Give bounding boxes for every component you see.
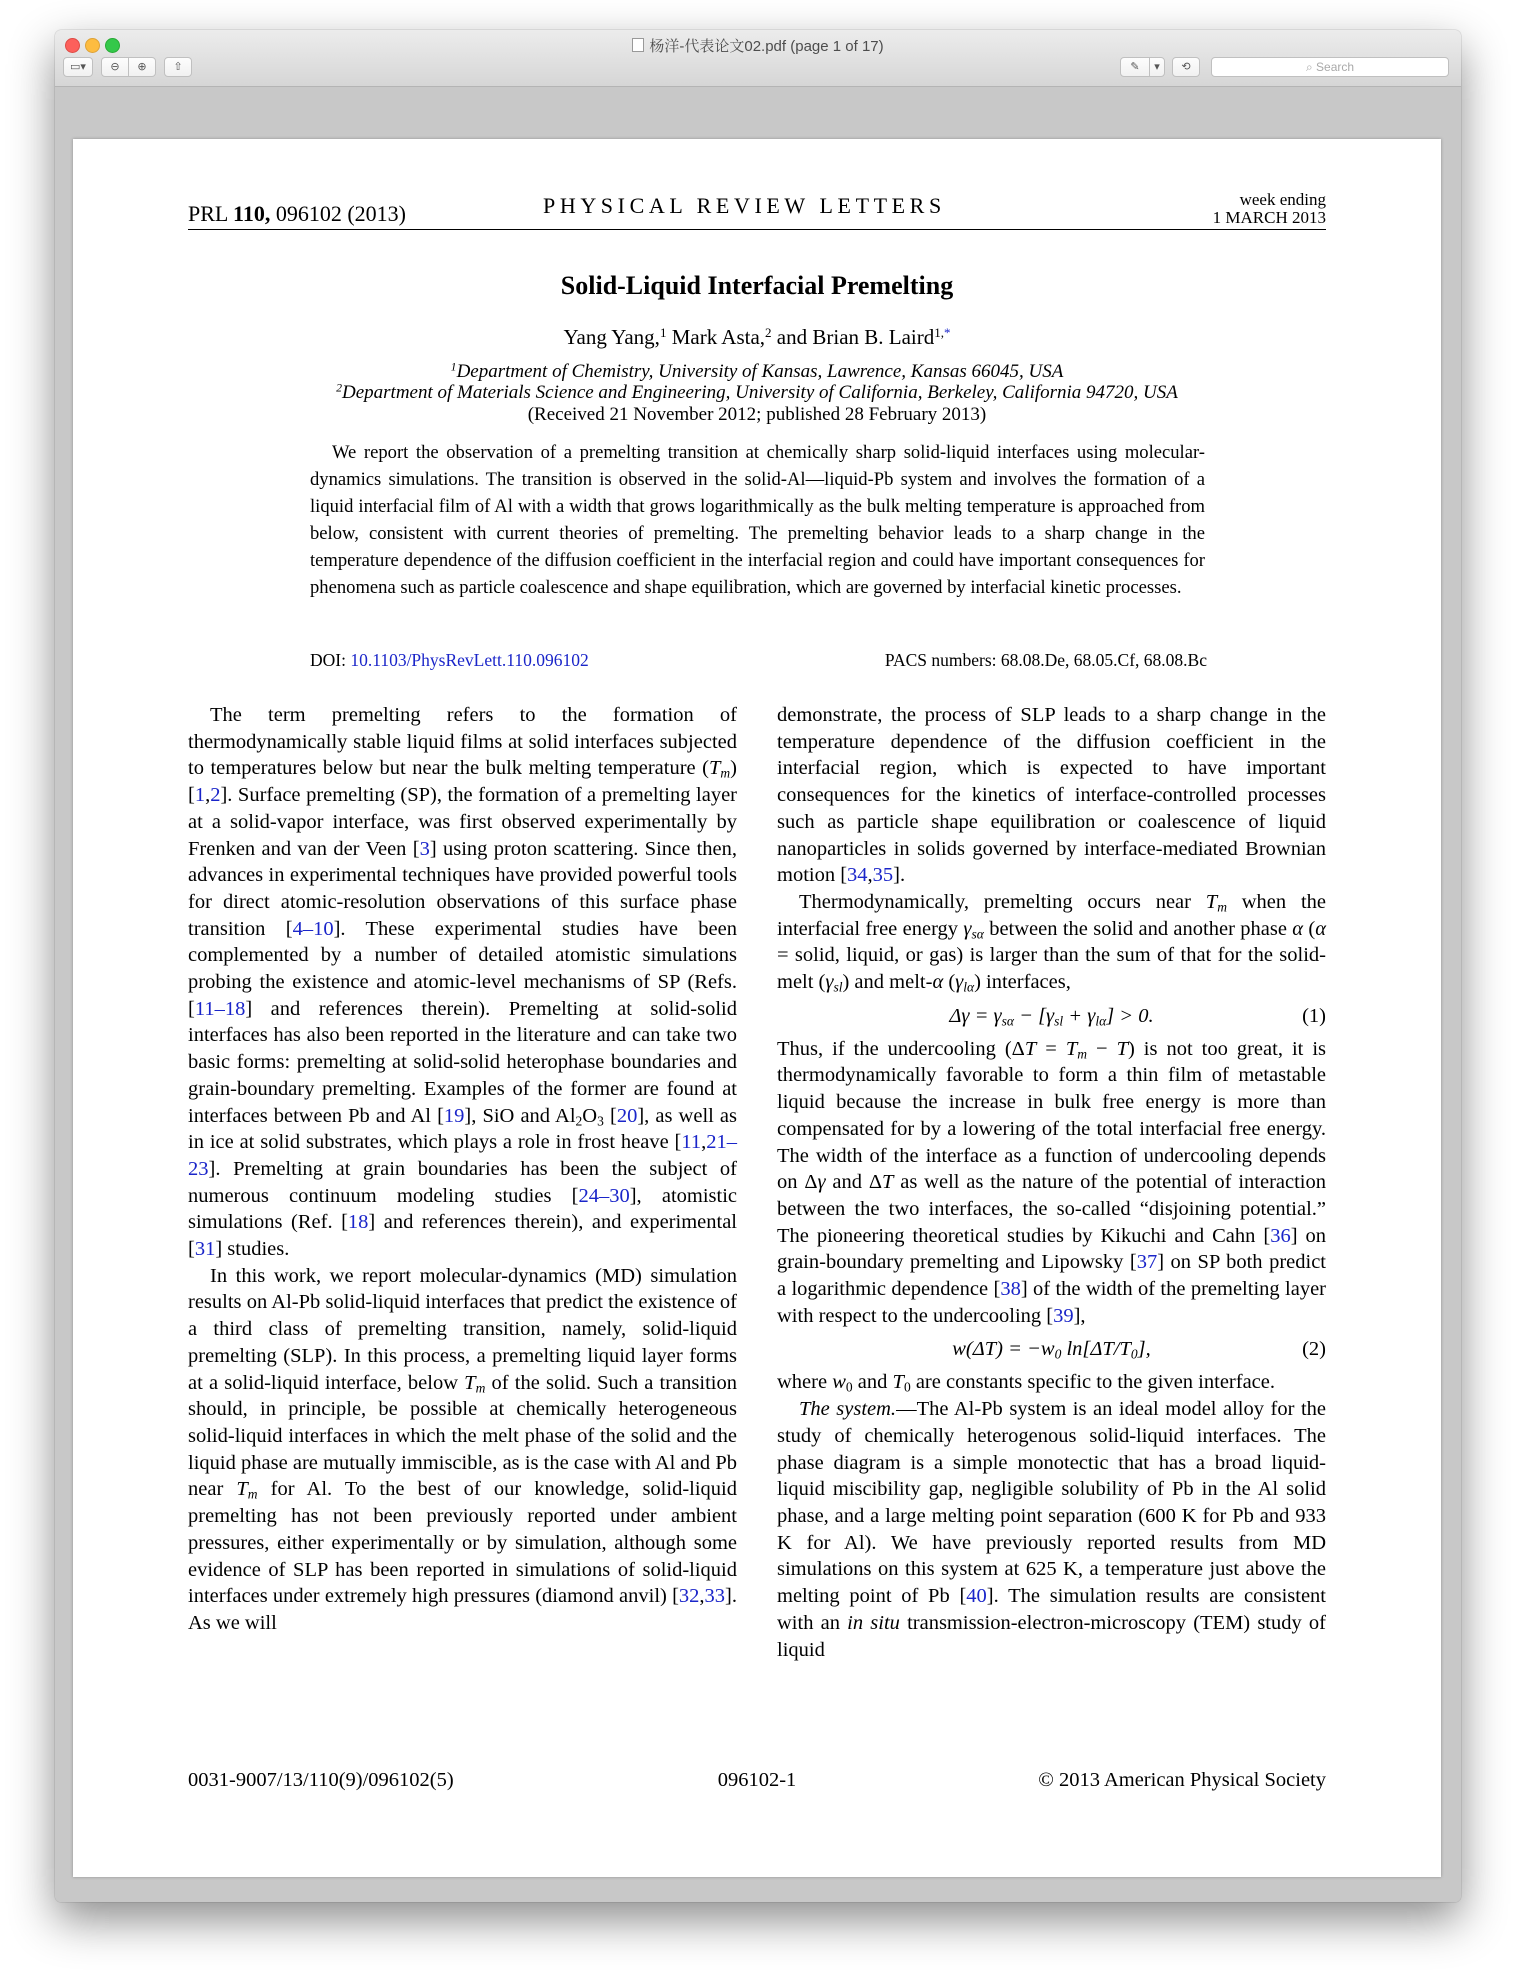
- author-list: Yang Yang,$^1$ Mark Asta,$^2$ and Brian B. Laird$^{1,*}$: [563, 324, 951, 349]
- zoom-out-button[interactable]: [101, 57, 129, 77]
- markup-button[interactable]: [1120, 57, 1150, 77]
- rotate-icon: ⟲: [1181, 60, 1191, 73]
- zoom-in-button[interactable]: [128, 57, 156, 77]
- affiliation-1: $^1$Department of Chemistry, University of Kansas, Lawrence, Kansas 66045, USA: [450, 360, 1064, 382]
- rotate-button[interactable]: [1172, 57, 1200, 77]
- pen-icon: ✎: [1130, 60, 1140, 73]
- column-right: demonstrate, the process of SLP leads to a sharp change in the temperature dependence of the diffusion coefficient in the interfacial region, which is expected to have important consequences for the kinetics of interface-controlled processes such as particle shape equilibration or coalescence of liquid nanoparticles in solids governed by interface-mediated Brownian motion [34,35]. Thermodynamically, premelting occurs near $T_m$ when the interfacial free energy $\gamma_{s\alpha}$ between the solid and another phase α (α = solid, liquid, or gas) is larger than the sum of that for the solid-melt $(\gamma_{sl})$ and melt-α $(\gamma_{l\alpha})$ interfaces, $\Delta\gamma = \gamma_{s\alpha} - [\gamma_{sl} + \gamma_{l\alpha}] > 0$. (1) Thus, if the undercooling $(\Delta T = T_m - T)$ is not too great, it is thermodynamically favorable to form a thin film of metastable liquid because the increase in bulk free energy is more than compensated for by a lowering of the total interfacial free energy. The width of the interface as a function of undercooling depends on Δγ and ΔT as well as the nature of the potential of interaction between the two interfaces, the so-called “disjoining potential.” The pioneering theoretical studies by Kikuchi and Cahn [36] on grain-boundary premelting and Lipowsky [37] on SP both predict a logarithmic dependence [38] of the width of the premelting layer with respect to the undercooling [39], $w(\Delta T) = -w_0$ $\ln[\Delta T/T_0]$, (2) where $w_0$ and $T_0$ are constants specific to the given interface. The system.—The Al-Pb system is an ideal model alloy for the study of chemically heterogenous solid-liquid interfaces. The phase diagram is a simple monotectic that has a broad liquid-liquid miscibility gap, negligible solubility of Pb in the Al solid phase, and a large melting point separation (600 K for Pb and 933 K for Al). We have previously reported results from MD simulations on this system at 625 K, a temperature just above the melting point of Pb [40]. The simulation results are consistent with an in situ transmission-electron-microscopy (TEM) study of liquid: [777, 704, 1327, 1661]
- doi-link[interactable]: 10.1103/PhysRevLett.110.096102: [350, 650, 589, 670]
- share-icon: ⇧: [173, 60, 183, 73]
- equation-1: $\Delta\gamma = \gamma_{s\alpha} - [\gamma_{sl} + \gamma_{l\alpha}] > 0$. (1): [949, 1004, 1326, 1029]
- sidebar-toggle-button[interactable]: [63, 57, 93, 77]
- pdf-page: [73, 139, 1441, 1877]
- pdf-document-icon: [632, 38, 644, 52]
- pacs-numbers: PACS numbers: 68.08.De, 68.05.Cf, 68.08.Bc: [884, 650, 1207, 670]
- abstract: We report the observation of a premelting transition at chemically sharp solid-liquid interfaces using molecular-dynamics simulations. The transition is observed in the solid-Al—liquid-Pb system and involves the formation of a liquid interfacial film of Al with a width that grows logarithmically as the bulk melting temperature is approached from below, consistent with current theories of premelting. The premelting behavior leads to a sharp change in the temperature dependence of the diffusion coefficient in the interfacial region and could have important consequences for phenomena such as particle coalescence and shape equilibration, which are governed by interfacial kinetic processes.: [310, 442, 1205, 598]
- zoom-in-icon: ⊕: [137, 60, 147, 73]
- window-title: 杨洋-代表论文02.pdf (page 1 of 17): [55, 35, 1461, 56]
- toolbar: [55, 30, 1461, 87]
- journal-name: PHYSICAL REVIEW LETTERS: [543, 193, 946, 218]
- search-icon: ⌕: [1305, 60, 1317, 74]
- column-left: The term premelting refers to the formation of thermodynamically stable liquid films at solid interfaces subjected to temperatures below but near the bulk melting temperature $(T_m)$ [1,2]. Surface premelting (SP), the formation of a premelting layer at a solid-vapor interface, was first observed experimentally by Frenken and van der Veen [3] using proton scattering. Since then, advances in experimental techniques have provided powerful tools for direct atomic-resolution observations of this surface phase transition [4–10]. These experimental studies have been complemented by a number of detailed atomistic simulations probing the existence and atomic-level mechanisms of SP (Refs. [11–18] and references therein). Premelting at solid-solid interfaces has also been reported in the literature and can take two basic forms: premelting at solid-solid heterophase boundaries and grain-boundary premelting. Examples of the former are found at interfaces between Pb and Al [19], SiO and $Al_2O_3$ [20], as well as in ice at solid substrates, which plays a role in frost heave [11,21–23]. Premelting at grain boundaries has been the subject of numerous continuum modeling studies [24–30], atomistic simulations (Ref. [18] and references therein), and experimental [31] studies. In this work, we report molecular-dynamics (MD) simulation results on Al-Pb solid-liquid interfaces that predict the existence of a third class of premelting transition, namely, solid-liquid premelting (SLP). In this process, a premelting liquid layer forms at a solid-liquid interface, below $T_m$ of the solid. Such a transition should, in principle, be possible at chemically heterogeneous solid-liquid interfaces in which the melt phase of the solid and the liquid phase are mutually immiscible, as is the case with Al and Pb near $T_m$ for Al. To the best of our knowledge, solid-liquid premelting has not been previously reported under ambient pressures, either experimentally or by simulation, although some evidence of SLP has been reported in simulations of solid-liquid interfaces under extremely high pressures (diamond anvil) [32,33]. As we will: [188, 704, 738, 1634]
- received-date: (Received 21 November 2012; published 28 February 2013): [527, 404, 987, 425]
- copyright: © 2013 American Physical Society: [1038, 1769, 1326, 1791]
- zoom-out-icon: ⊖: [110, 60, 120, 73]
- share-button[interactable]: [164, 57, 192, 77]
- sidebar-icon: ▭▾: [70, 60, 86, 73]
- corresponding-author-link[interactable]: *: [944, 324, 951, 340]
- chevron-down-icon: ▾: [1154, 60, 1160, 73]
- preview-window: [55, 30, 1461, 1902]
- page-header: [188, 190, 1326, 230]
- search-input[interactable]: ⌕ Search: [1211, 57, 1449, 77]
- page-number: 096102-1: [717, 1769, 797, 1791]
- doi: DOI: 10.1103/PhysRevLett.110.096102: [310, 650, 589, 670]
- paper-title: Solid-Liquid Interfacial Premelting: [560, 271, 954, 300]
- document-canvas[interactable]: [55, 87, 1461, 1902]
- footer-issn: 0031-9007/13/110(9)/096102(5): [188, 1769, 454, 1791]
- markup-menu-button[interactable]: [1149, 57, 1165, 77]
- citation: PRL 110, 096102 (2013): [188, 201, 406, 226]
- equation-2: $w(\Delta T) = -w_0$ $\ln[\Delta T/T_0]$, (2): [952, 1338, 1326, 1362]
- issue-date: week ending 1 MARCH 2013: [1212, 190, 1326, 227]
- affiliation-2: $^2$Department of Materials Science and Engineering, University of California, Berkeley, California 94720, USA: [336, 381, 1178, 403]
